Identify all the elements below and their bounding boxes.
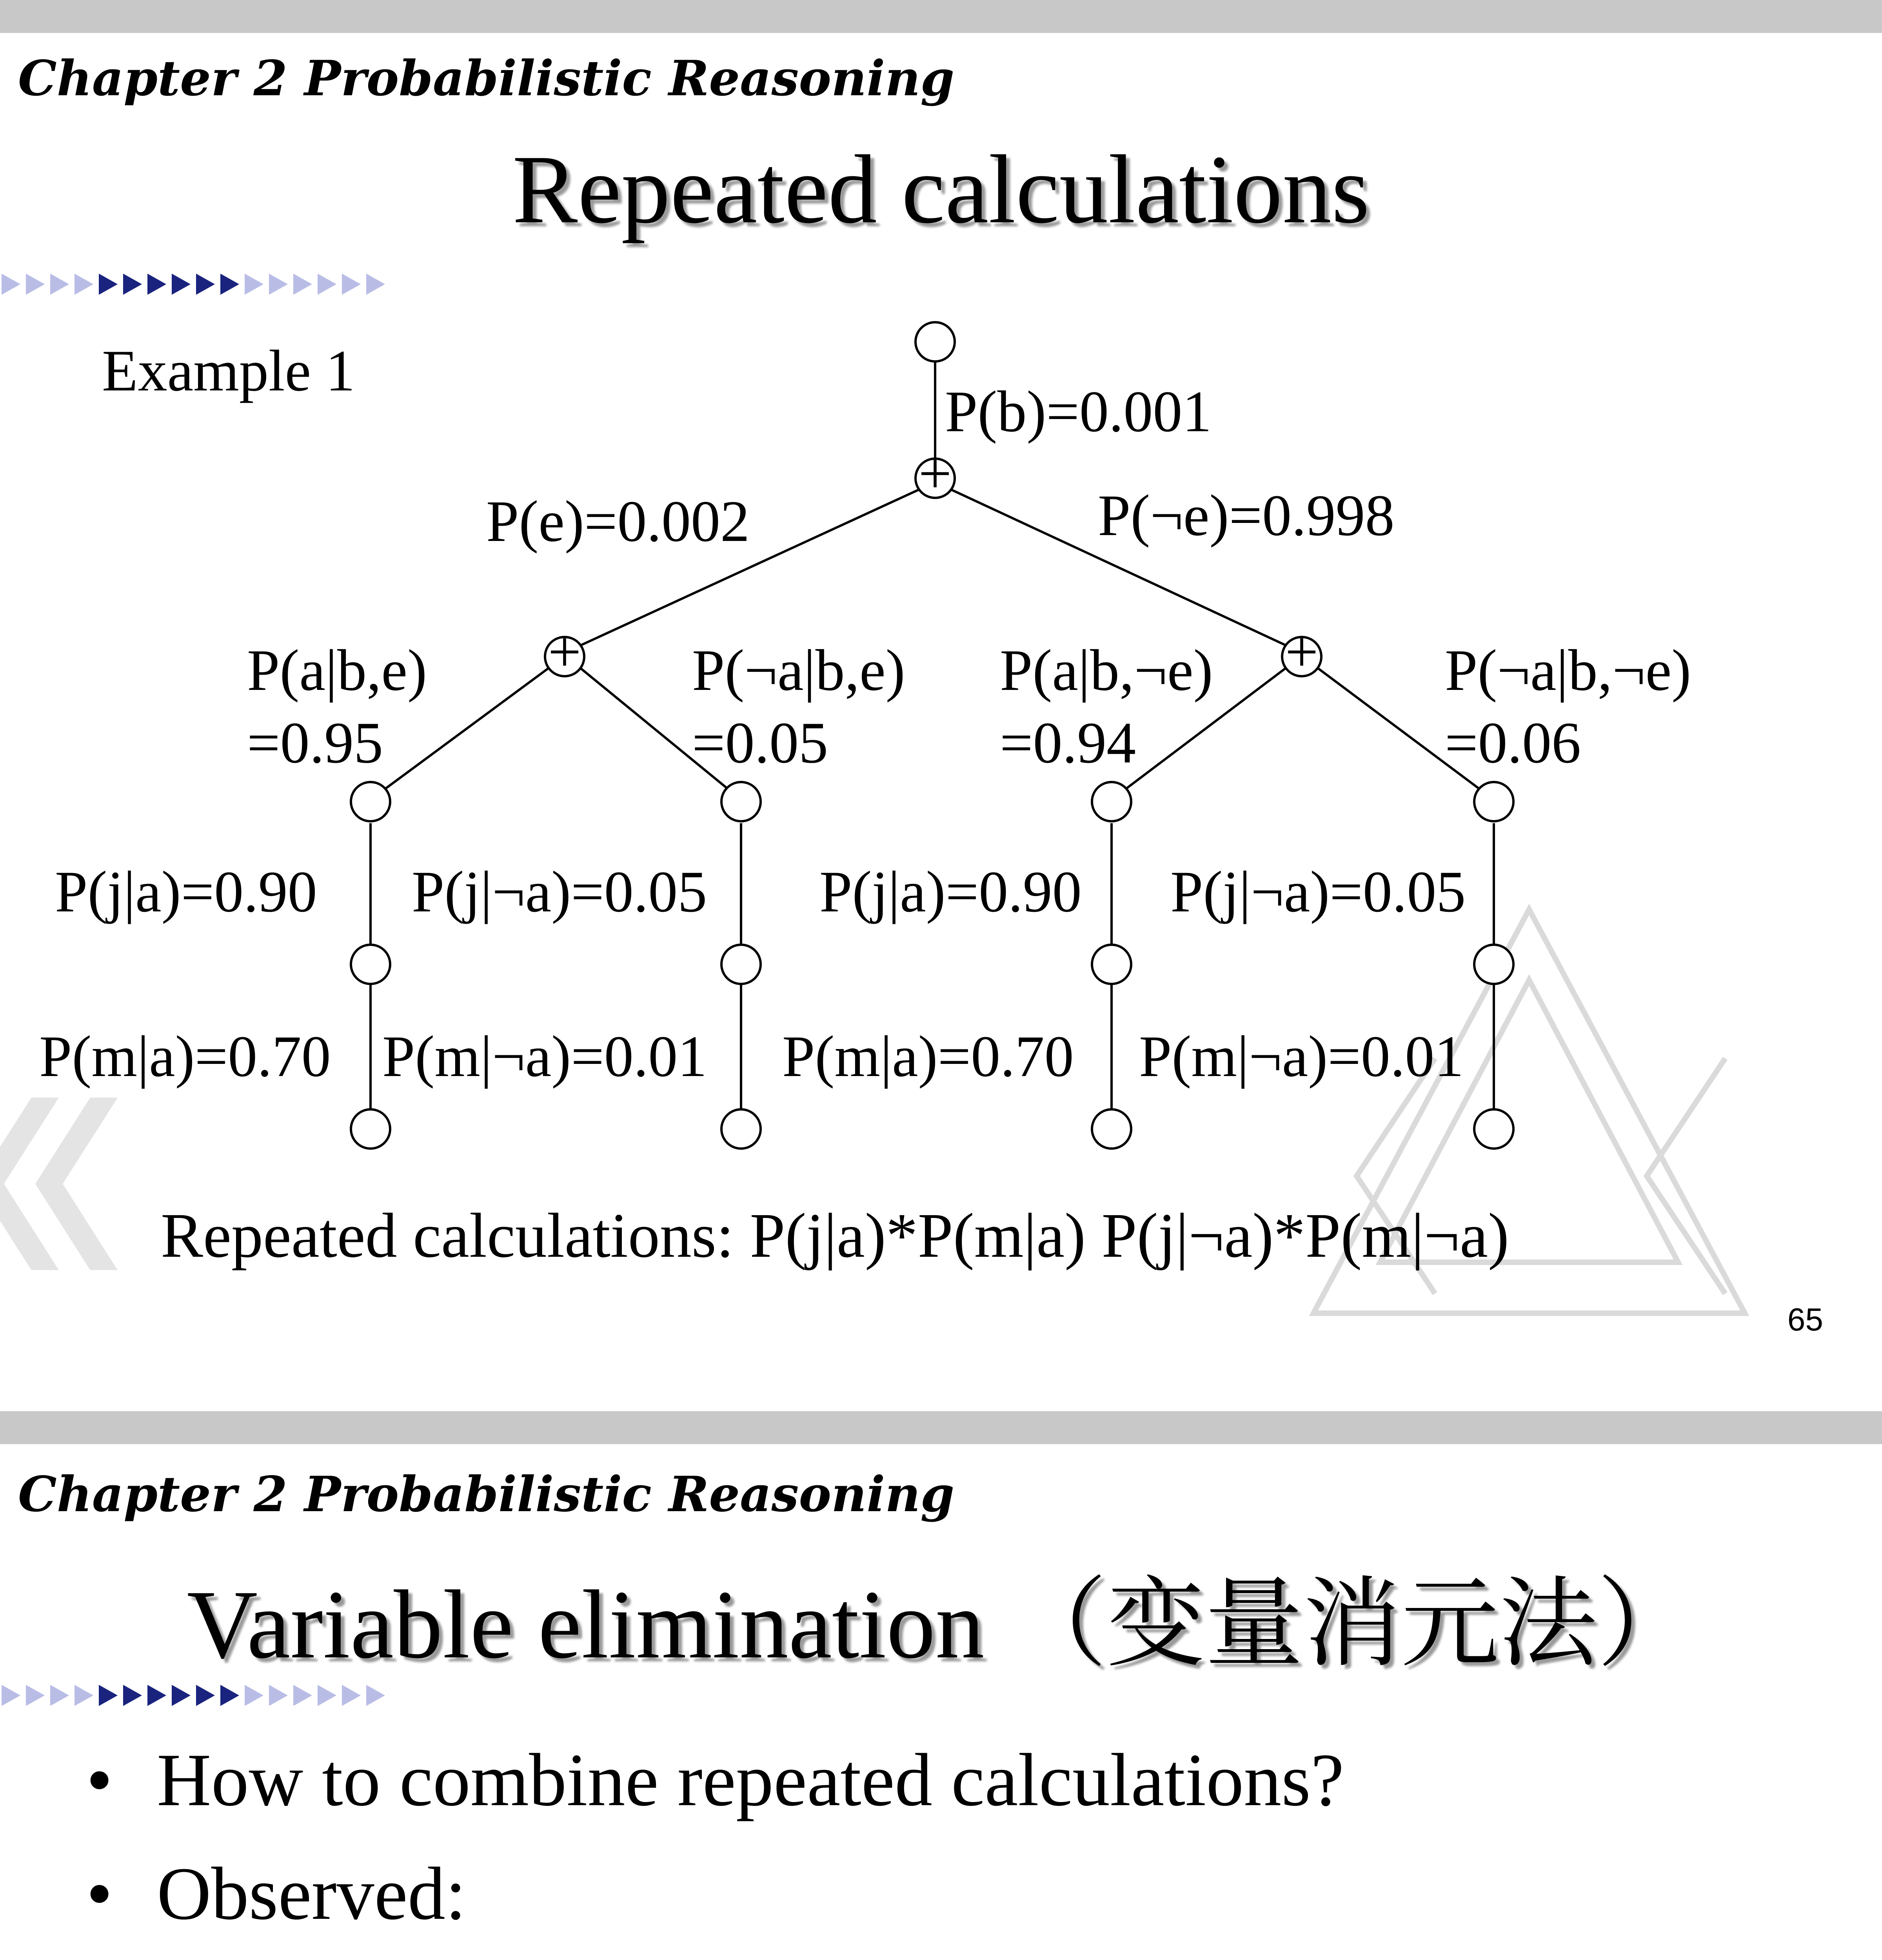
m-label: P(m|¬a)=0.01 — [1139, 1024, 1464, 1089]
top-bar — [0, 1411, 1882, 1444]
branch-label: P(a|b,e) — [247, 638, 427, 703]
branch-value: =0.95 — [247, 710, 383, 775]
arrow-glyph — [99, 1685, 118, 1706]
m-label: P(m|¬a)=0.01 — [382, 1024, 707, 1089]
j-node — [1092, 945, 1131, 984]
arrow-glyph — [74, 1685, 93, 1706]
plus-symbol: + — [918, 441, 952, 506]
left-edge-label: P(e)=0.002 — [486, 489, 750, 554]
level2-node — [1092, 782, 1131, 821]
arrow-glyph — [172, 1685, 191, 1706]
chapter-heading: Chapter 2 Probabilistic Reasoning — [18, 1466, 955, 1523]
arrow-glyph — [123, 1685, 142, 1706]
chapter-heading: Chapter 2 Probabilistic Reasoning — [18, 50, 955, 107]
m-node — [1092, 1109, 1131, 1149]
level2-node — [351, 782, 390, 821]
j-label: P(j|¬a)=0.05 — [412, 859, 707, 924]
m-node — [721, 1109, 761, 1149]
branch-label: P(¬a|b,e) — [692, 638, 905, 703]
arrow-glyph — [245, 1685, 263, 1706]
bullet-dot: • — [86, 1738, 113, 1822]
branch-value: =0.94 — [1000, 710, 1136, 775]
root-node — [916, 322, 955, 361]
arrow-glyph — [26, 1685, 45, 1706]
arrow-glyph — [269, 1685, 288, 1706]
j-label: P(j|a)=0.90 — [55, 859, 317, 924]
branch-value: =0.06 — [1445, 710, 1581, 775]
slide-title: Variable elimination （变量消元法） — [187, 1570, 1695, 1679]
arrow-glyph — [2, 1685, 20, 1706]
slide-66 — [0, 1411, 1882, 1960]
right-edge-label: P(¬e)=0.998 — [1098, 483, 1395, 548]
arrow-glyph — [342, 1685, 361, 1706]
arrow-glyph — [147, 1685, 166, 1706]
repeated-calculations-caption: Repeated calculations: P(j|a)*P(m|a) P(j|¬a)*P(m|¬a) — [161, 1201, 1509, 1271]
j-node — [351, 945, 390, 984]
arrow-glyph — [318, 1685, 336, 1706]
bullet-dot: • — [86, 1852, 113, 1935]
arrow-glyph — [293, 1685, 312, 1706]
m-node — [351, 1109, 390, 1149]
arrow-glyph — [196, 1685, 215, 1706]
m-node — [1474, 1109, 1513, 1149]
page-number: 65 — [1787, 1302, 1823, 1338]
root-edge-label: P(b)=0.001 — [945, 379, 1212, 444]
plus-symbol: + — [1285, 619, 1319, 684]
arrow-row-icon — [0, 1682, 408, 1709]
branch-label: P(a|b,¬e) — [1000, 638, 1213, 703]
level2-node — [1474, 782, 1513, 821]
j-label: P(j|a)=0.90 — [819, 859, 1082, 924]
arrow-glyph — [366, 1685, 385, 1706]
arrow-glyph — [50, 1685, 69, 1706]
bullet-text: How to combine repeated calculations? — [157, 1738, 1344, 1822]
j-node — [721, 945, 761, 984]
example-label: Example 1 — [102, 338, 355, 403]
m-label: P(m|a)=0.70 — [782, 1024, 1074, 1089]
bullet-text: Observed: — [157, 1852, 467, 1935]
j-label: P(j|¬a)=0.05 — [1170, 859, 1466, 924]
plus-symbol: + — [548, 619, 581, 684]
slide-title: Repeated calculations — [512, 135, 1370, 244]
arrow-glyph — [220, 1685, 239, 1706]
j-node — [1474, 945, 1513, 984]
branch-label: P(¬a|b,¬e) — [1445, 638, 1691, 703]
level2-node — [721, 782, 761, 821]
branch-value: =0.05 — [692, 710, 828, 775]
m-label: P(m|a)=0.70 — [39, 1024, 331, 1089]
